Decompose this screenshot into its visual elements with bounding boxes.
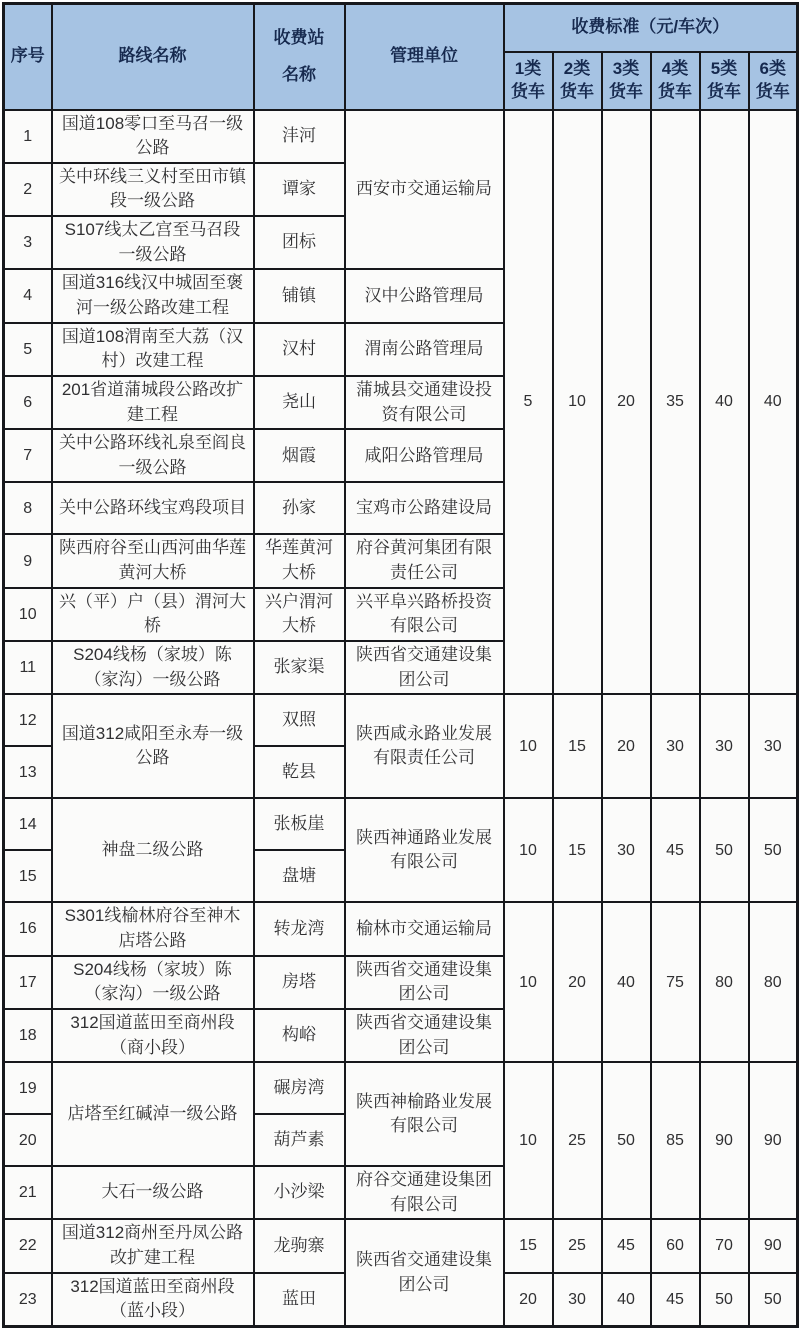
col-header-station-line1: 收费站: [273, 27, 325, 47]
route-cell: S204线杨（家坡）陈（家沟）一级公路: [52, 641, 254, 694]
col-header-truck-class-2: 2类 货车: [553, 52, 602, 110]
toll-cell: 30: [602, 798, 651, 902]
station-cell: 团标: [254, 216, 345, 269]
seq-cell: 18: [4, 1009, 52, 1062]
route-cell: 国道108零口至马召一级公路: [52, 110, 254, 163]
route-cell: S301线榆林府谷至神木店塔公路: [52, 902, 254, 955]
table-row: [4, 110, 798, 163]
toll-cell: 45: [651, 798, 700, 902]
toll-cell: 70: [700, 1219, 749, 1272]
mgmt-cell: 陕西省交通建设集团公司: [345, 641, 504, 694]
toll-cell: 45: [602, 1219, 651, 1272]
seq-cell: 21: [4, 1166, 52, 1219]
mgmt-cell: 陕西神通路业发展有限公司: [345, 798, 504, 902]
mgmt-cell: 兴平阜兴路桥投资有限公司: [345, 588, 504, 641]
mgmt-cell: 西安市交通运输局: [345, 110, 504, 270]
table-row: [4, 798, 798, 850]
route-cell: S107线太乙宫至马召段一级公路: [52, 216, 254, 269]
col-header-truck-class-6: 6类 货车: [749, 52, 798, 110]
mgmt-cell: 陕西省交通建设集团公司: [345, 1009, 504, 1062]
route-cell: 312国道蓝田至商州段（商小段）: [52, 1009, 254, 1062]
table-header: [4, 4, 798, 110]
route-cell: 关中公路环线礼泉至阎良一级公路: [52, 429, 254, 482]
route-cell: 国道108渭南至大荔（汉村）改建工程: [52, 323, 254, 376]
mgmt-cell: 府谷黄河集团有限责任公司: [345, 534, 504, 587]
mgmt-cell: 陕西省交通建设集团公司: [345, 1219, 504, 1326]
toll-cell: 40: [602, 902, 651, 1062]
mgmt-cell: 陕西咸永路业发展有限责任公司: [345, 694, 504, 798]
station-cell: 尧山: [254, 376, 345, 429]
toll-cell: 50: [602, 1062, 651, 1219]
toll-cell: 50: [700, 1273, 749, 1327]
mgmt-cell: 渭南公路管理局: [345, 323, 504, 376]
toll-cell: 45: [651, 1273, 700, 1327]
col-header-station-line2: 名称: [282, 64, 316, 84]
seq-cell: 9: [4, 534, 52, 587]
toll-cell: 35: [651, 110, 700, 695]
seq-cell: 4: [4, 269, 52, 322]
col-header-toll-group: 收费标准（元/车次）: [504, 4, 798, 52]
station-cell: 张家渠: [254, 641, 345, 694]
table-body: [4, 110, 798, 1327]
toll-cell: 80: [749, 902, 798, 1062]
seq-cell: 6: [4, 376, 52, 429]
route-cell: 大石一级公路: [52, 1166, 254, 1219]
station-cell: 小沙梁: [254, 1166, 345, 1219]
toll-cell: 90: [700, 1062, 749, 1219]
header-row-top: [4, 4, 798, 52]
route-cell: 神盘二级公路: [52, 798, 254, 902]
toll-cell: 30: [700, 694, 749, 798]
station-cell: 沣河: [254, 110, 345, 163]
col-header-truck-class-4: 4类 货车: [651, 52, 700, 110]
toll-cell: 50: [749, 1273, 798, 1327]
seq-cell: 22: [4, 1219, 52, 1272]
route-cell: 312国道蓝田至商州段（蓝小段）: [52, 1273, 254, 1327]
toll-cell: 40: [700, 110, 749, 695]
route-cell: 国道312商州至丹凤公路改扩建工程: [52, 1219, 254, 1272]
station-cell: 蓝田: [254, 1273, 345, 1327]
toll-cell: 25: [553, 1062, 602, 1219]
toll-cell: 15: [504, 1219, 553, 1272]
toll-cell: 90: [749, 1062, 798, 1219]
toll-cell: 30: [651, 694, 700, 798]
toll-cell: 40: [749, 110, 798, 695]
toll-cell: 10: [553, 110, 602, 695]
route-cell: 关中公路环线宝鸡段项目: [52, 482, 254, 534]
seq-cell: 8: [4, 482, 52, 534]
route-cell: 关中环线三义村至田市镇段一级公路: [52, 163, 254, 216]
col-header-truck-class-5: 5类 货车: [700, 52, 749, 110]
station-cell: 乾县: [254, 746, 345, 798]
seq-cell: 23: [4, 1273, 52, 1327]
mgmt-cell: 府谷交通建设集团有限公司: [345, 1166, 504, 1219]
station-cell: 龙驹寨: [254, 1219, 345, 1272]
station-cell: 张板崖: [254, 798, 345, 850]
toll-cell: 15: [553, 798, 602, 902]
toll-cell: 10: [504, 1062, 553, 1219]
mgmt-cell: 汉中公路管理局: [345, 269, 504, 322]
route-cell: 兴（平）户（县）渭河大桥: [52, 588, 254, 641]
station-cell: 铺镇: [254, 269, 345, 322]
route-cell: 国道316线汉中城固至褒河一级公路改建工程: [52, 269, 254, 322]
seq-cell: 19: [4, 1062, 52, 1114]
toll-standards-table: [2, 2, 799, 1328]
route-cell: 201省道蒲城段公路改扩建工程: [52, 376, 254, 429]
seq-cell: 20: [4, 1114, 52, 1166]
station-cell: 烟霞: [254, 429, 345, 482]
toll-cell: 30: [749, 694, 798, 798]
station-cell: 转龙湾: [254, 902, 345, 955]
seq-cell: 17: [4, 956, 52, 1009]
toll-cell: 20: [504, 1273, 553, 1327]
station-cell: 兴户渭河大桥: [254, 588, 345, 641]
route-cell: 陕西府谷至山西河曲华莲黄河大桥: [52, 534, 254, 587]
seq-cell: 1: [4, 110, 52, 163]
table-row: [4, 1219, 798, 1272]
mgmt-cell: 陕西省交通建设集团公司: [345, 956, 504, 1009]
toll-cell: 15: [553, 694, 602, 798]
route-cell: 国道312咸阳至永寿一级公路: [52, 694, 254, 798]
toll-cell: 10: [504, 798, 553, 902]
station-cell: 构峪: [254, 1009, 345, 1062]
station-cell: 房塔: [254, 956, 345, 1009]
seq-cell: 14: [4, 798, 52, 850]
toll-cell: 75: [651, 902, 700, 1062]
col-header-route: 路线名称: [52, 4, 254, 110]
toll-cell: 80: [700, 902, 749, 1062]
seq-cell: 13: [4, 746, 52, 798]
toll-cell: 40: [602, 1273, 651, 1327]
mgmt-cell: 榆林市交通运输局: [345, 902, 504, 955]
table-row: [4, 694, 798, 746]
col-header-truck-class-3: 3类 货车: [602, 52, 651, 110]
seq-cell: 3: [4, 216, 52, 269]
station-cell: 葫芦素: [254, 1114, 345, 1166]
seq-cell: 12: [4, 694, 52, 746]
table-row: [4, 902, 798, 955]
station-cell: 华莲黄河大桥: [254, 534, 345, 587]
toll-cell: 50: [749, 798, 798, 902]
toll-cell: 50: [700, 798, 749, 902]
mgmt-cell: 宝鸡市公路建设局: [345, 482, 504, 534]
station-cell: 汉村: [254, 323, 345, 376]
toll-cell: 20: [602, 694, 651, 798]
toll-cell: 20: [602, 110, 651, 695]
toll-cell: 85: [651, 1062, 700, 1219]
route-cell: S204线杨（家坡）陈（家沟）一级公路: [52, 956, 254, 1009]
col-header-station: [254, 4, 345, 110]
toll-cell: 60: [651, 1219, 700, 1272]
toll-cell: 10: [504, 694, 553, 798]
col-header-truck-class-1: 1类 货车: [504, 52, 553, 110]
station-cell: 双照: [254, 694, 345, 746]
toll-cell: 20: [553, 902, 602, 1062]
col-header-mgmt: 管理单位: [345, 4, 504, 110]
toll-cell: 90: [749, 1219, 798, 1272]
table-row: [4, 1062, 798, 1114]
col-header-seq: 序号: [4, 4, 52, 110]
station-cell: 盘塘: [254, 850, 345, 902]
seq-cell: 16: [4, 902, 52, 955]
station-cell: 碾房湾: [254, 1062, 345, 1114]
seq-cell: 2: [4, 163, 52, 216]
seq-cell: 5: [4, 323, 52, 376]
mgmt-cell: 蒲城县交通建设投资有限公司: [345, 376, 504, 429]
seq-cell: 15: [4, 850, 52, 902]
route-cell: 店塔至红碱淖一级公路: [52, 1062, 254, 1166]
mgmt-cell: 陕西神榆路业发展有限公司: [345, 1062, 504, 1166]
toll-cell: 25: [553, 1219, 602, 1272]
seq-cell: 7: [4, 429, 52, 482]
station-cell: 谭家: [254, 163, 345, 216]
toll-cell: 5: [504, 110, 553, 695]
seq-cell: 11: [4, 641, 52, 694]
station-cell: 孙家: [254, 482, 345, 534]
mgmt-cell: 咸阳公路管理局: [345, 429, 504, 482]
seq-cell: 10: [4, 588, 52, 641]
toll-cell: 30: [553, 1273, 602, 1327]
toll-cell: 10: [504, 902, 553, 1062]
